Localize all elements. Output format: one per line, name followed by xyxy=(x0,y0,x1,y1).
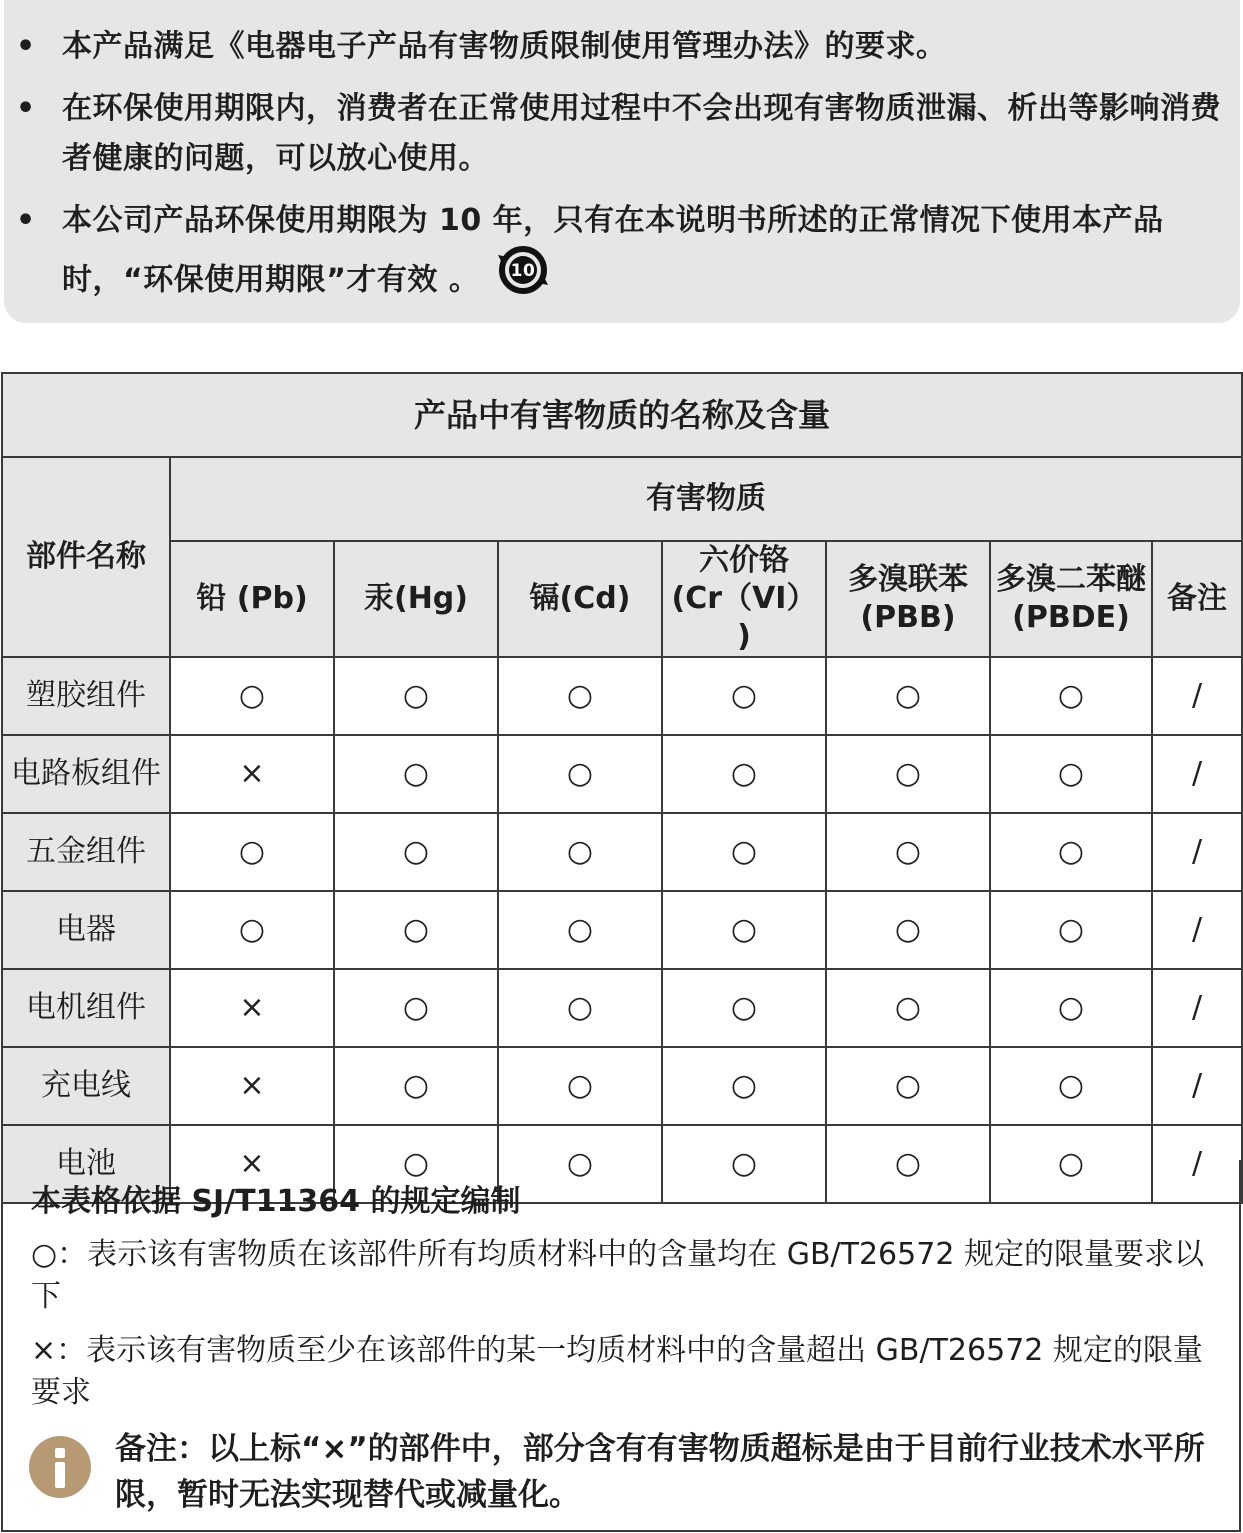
legend-cross: ×：表示该有害物质至少在该部件的某一均质材料中的含量超出 GB/T26572 规定的限量要求 xyxy=(31,1333,1203,1410)
table-row xyxy=(2,813,1242,891)
row-part-name: 塑胶组件 xyxy=(2,657,170,735)
cell-value: × xyxy=(170,969,334,1047)
cell-value: ○ xyxy=(990,657,1152,735)
cell-value: × xyxy=(170,1125,334,1203)
row-part-name: 电机组件 xyxy=(2,969,170,1047)
badge-number: 10 xyxy=(511,261,536,281)
col-pbde-line2: (PBDE) xyxy=(1012,600,1130,635)
cell-value: ○ xyxy=(334,657,498,735)
cell-value: ○ xyxy=(990,1047,1152,1125)
cell-remark: / xyxy=(1152,735,1242,813)
cell-value: ○ xyxy=(498,891,662,969)
cell-value: ○ xyxy=(826,735,990,813)
eco-period-10-icon xyxy=(496,243,550,313)
cell-value: ○ xyxy=(498,1125,662,1203)
cell-value: ○ xyxy=(170,813,334,891)
cell-value: ○ xyxy=(170,657,334,735)
bullet: • xyxy=(16,29,36,64)
cell-value: ○ xyxy=(826,1125,990,1203)
cell-value: ○ xyxy=(498,969,662,1047)
table-row xyxy=(2,969,1242,1047)
cell-value: ○ xyxy=(990,891,1152,969)
table-row xyxy=(2,1047,1242,1125)
legend-circle: ○：表示该有害物质在该部件所有均质材料中的含量均在 GB/T26572 规定的限量要求以下 xyxy=(31,1237,1204,1314)
cell-value: ○ xyxy=(990,813,1152,891)
table-row xyxy=(2,891,1242,969)
cell-value: ○ xyxy=(334,735,498,813)
notice-text-1: 本产品满足《电器电子产品有害物质限制使用管理办法》的要求。 xyxy=(62,29,947,64)
col-pbde xyxy=(990,541,1152,657)
table-row xyxy=(2,735,1242,813)
cell-value: ○ xyxy=(662,1047,826,1125)
col-pbde-line1: 多溴二苯醚 xyxy=(996,562,1146,597)
cell-value: ○ xyxy=(662,657,826,735)
cell-value: × xyxy=(170,735,334,813)
info-icon xyxy=(29,1436,91,1498)
cell-remark: / xyxy=(1152,969,1242,1047)
notice-text-2: 在环保使用期限内，消费者在正常使用过程中不会出现有害物质泄漏、析出等影响消费者健康的问题，可以放心使用。 xyxy=(62,91,1221,176)
cell-value: ○ xyxy=(826,891,990,969)
cell-value: × xyxy=(170,1047,334,1125)
row-part-name: 电器 xyxy=(2,891,170,969)
col-cr6-line2: (Cr（VI） ) xyxy=(671,581,817,654)
part-name-header: 部件名称 xyxy=(2,457,170,657)
cell-value: ○ xyxy=(826,1047,990,1125)
cell-remark: / xyxy=(1152,813,1242,891)
cell-remark: / xyxy=(1152,657,1242,735)
cell-value: ○ xyxy=(990,735,1152,813)
row-part-name: 充电线 xyxy=(2,1047,170,1125)
cell-value: ○ xyxy=(498,813,662,891)
cell-remark: / xyxy=(1152,891,1242,969)
cell-value: ○ xyxy=(334,891,498,969)
cell-remark: / xyxy=(1152,1047,1242,1125)
table-row xyxy=(2,657,1242,735)
remark-note: 备注：以上标“×”的部件中，部分含有有害物质超标是由于目前行业技术水平所限，暂时无法实现替代或减量化。 xyxy=(115,1431,1205,1513)
cell-value: ○ xyxy=(826,969,990,1047)
hazard-header: 有害物质 xyxy=(170,457,1242,541)
cell-value: ○ xyxy=(662,1125,826,1203)
cell-value: ○ xyxy=(990,1125,1152,1203)
col-remark: 备注 xyxy=(1152,541,1242,657)
table-title: 产品中有害物质的名称及含量 xyxy=(2,373,1242,457)
notice-text-3 xyxy=(62,196,1222,316)
bullet: • xyxy=(16,91,36,126)
bullet: • xyxy=(16,203,36,238)
cell-remark: / xyxy=(1152,1125,1242,1203)
cell-value: ○ xyxy=(826,813,990,891)
col-cr6-line1: 六价铬 xyxy=(699,543,789,578)
col-hg: 汞(Hg) xyxy=(334,541,498,657)
col-cr6 xyxy=(662,541,826,657)
col-cd: 镉(Cd) xyxy=(498,541,662,657)
cell-value: ○ xyxy=(990,969,1152,1047)
cell-value: ○ xyxy=(662,735,826,813)
col-pb: 铅 (Pb) xyxy=(170,541,334,657)
cell-value: ○ xyxy=(498,1047,662,1125)
col-pbb xyxy=(826,541,990,657)
notice-text-3-body: 本公司产品环保使用期限为 10 年，只有在本说明书所述的正常情况下使用本产品时，“环保使用期限”才有效 。 xyxy=(62,203,1164,298)
cell-value: ○ xyxy=(662,891,826,969)
cell-value: ○ xyxy=(334,1125,498,1203)
environmental-notice-box xyxy=(4,0,1240,323)
cell-value: ○ xyxy=(170,891,334,969)
col-pbb-line1: 多溴联苯 xyxy=(848,562,968,597)
row-part-name: 五金组件 xyxy=(2,813,170,891)
row-part-name: 电池 xyxy=(2,1125,170,1203)
cell-value: ○ xyxy=(498,657,662,735)
cell-value: ○ xyxy=(334,813,498,891)
standard-reference: 本表格依据 SJ/T11364 的规定编制 xyxy=(31,1184,521,1219)
table-footer xyxy=(1,1160,1241,1532)
cell-value: ○ xyxy=(826,657,990,735)
row-part-name: 电路板组件 xyxy=(2,735,170,813)
cell-value: ○ xyxy=(662,969,826,1047)
cell-value: ○ xyxy=(498,735,662,813)
col-pbb-line2: (PBB) xyxy=(860,600,956,635)
cell-value: ○ xyxy=(334,969,498,1047)
hazardous-substances-table xyxy=(1,372,1243,1204)
cell-value: ○ xyxy=(334,1047,498,1125)
cell-value: ○ xyxy=(662,813,826,891)
